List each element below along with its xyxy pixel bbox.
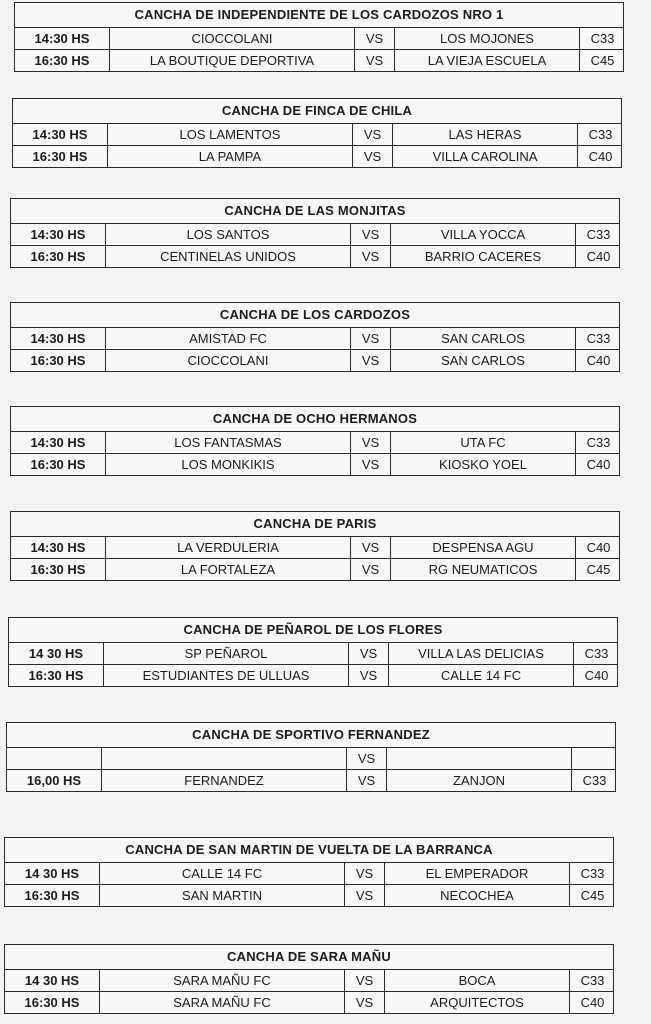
- venue-block: [10, 302, 620, 372]
- match-time: 16:30 HS: [11, 350, 106, 371]
- category: C40: [588, 149, 613, 164]
- away-team: LOS MOJONES: [395, 28, 580, 49]
- match-time: 14:30 HS: [11, 328, 106, 349]
- category: C40: [586, 353, 611, 368]
- vs-label: VS: [355, 50, 395, 71]
- category: C45: [586, 562, 611, 577]
- match-time: 16:30 HS: [11, 559, 106, 580]
- match-row: [5, 863, 613, 885]
- match-time: 14 30 HS: [9, 643, 104, 664]
- away-team: KIOSKO YOEL: [391, 454, 576, 475]
- home-team: SARA MAÑU FC: [100, 992, 345, 1013]
- home-team: LA PAMPA: [108, 146, 353, 167]
- venue-title: CANCHA DE LOS CARDOZOS: [11, 303, 619, 328]
- match-row: [11, 432, 619, 454]
- match-row: [11, 559, 619, 580]
- vs-label: VS: [351, 246, 391, 267]
- match-time: 14:30 HS: [11, 432, 106, 453]
- match-time: 14 30 HS: [5, 863, 100, 884]
- category: C33: [580, 973, 605, 988]
- venue-title: CANCHA DE FINCA DE CHILA: [13, 99, 621, 124]
- venue-title: CANCHA DE LAS MONJITAS: [11, 199, 619, 224]
- vs-label: VS: [347, 770, 387, 791]
- vs-label: VS: [351, 432, 391, 453]
- match-row: [7, 748, 615, 770]
- vs-label: VS: [345, 992, 385, 1013]
- vs-label: VS: [345, 970, 385, 991]
- away-team: LA VIEJA ESCUELA: [395, 50, 580, 71]
- home-team: LOS SANTOS: [106, 224, 351, 245]
- away-team: VILLA CAROLINA: [393, 146, 578, 167]
- vs-label: VS: [353, 124, 393, 145]
- match-time: 14:30 HS: [11, 537, 106, 558]
- match-time: [7, 748, 102, 769]
- match-time: 16:30 HS: [5, 885, 100, 906]
- venue-block: [4, 837, 614, 907]
- category: C45: [580, 888, 605, 903]
- venue-block: [4, 944, 614, 1014]
- home-team: SAN MARTIN: [100, 885, 345, 906]
- home-team: CENTINELAS UNIDOS: [106, 246, 351, 267]
- category: C40: [586, 249, 611, 264]
- away-team: SAN CARLOS: [391, 350, 576, 371]
- venue-title: CANCHA DE INDEPENDIENTE DE LOS CARDOZOS NRO 1: [15, 3, 623, 28]
- category: C33: [584, 646, 609, 661]
- vs-label: VS: [351, 328, 391, 349]
- category: C33: [586, 331, 611, 346]
- match-time: 16,00 HS: [7, 770, 102, 791]
- home-team: SARA MAÑU FC: [100, 970, 345, 991]
- match-row: [5, 885, 613, 906]
- home-team: SP PEÑAROL: [104, 643, 349, 664]
- venue-title: CANCHA DE PARIS: [11, 512, 619, 537]
- venue-title: CANCHA DE SARA MAÑU: [5, 945, 613, 970]
- home-team: CIOCCOLANI: [110, 28, 355, 49]
- vs-label: VS: [351, 559, 391, 580]
- vs-label: VS: [351, 537, 391, 558]
- match-row: [15, 50, 623, 71]
- match-row: [11, 537, 619, 559]
- match-row: [11, 350, 619, 371]
- match-time: 14 30 HS: [5, 970, 100, 991]
- match-time: 14:30 HS: [15, 28, 110, 49]
- home-team: ESTUDIANTES DE ULLUAS: [104, 665, 349, 686]
- vs-label: VS: [345, 885, 385, 906]
- match-time: 16:30 HS: [13, 146, 108, 167]
- away-team: NECOCHEA: [385, 885, 570, 906]
- category: C45: [590, 53, 615, 68]
- category: C33: [586, 227, 611, 242]
- category: C40: [586, 457, 611, 472]
- vs-label: VS: [355, 28, 395, 49]
- venue-block: [10, 198, 620, 268]
- match-row: [11, 328, 619, 350]
- venue-block: [6, 722, 616, 792]
- match-row: [11, 246, 619, 267]
- category: C33: [582, 773, 607, 788]
- home-team: [102, 748, 347, 769]
- category: C33: [590, 31, 615, 46]
- away-team: [387, 748, 572, 769]
- vs-label: VS: [345, 863, 385, 884]
- away-team: ZANJON: [387, 770, 572, 791]
- category: C33: [588, 127, 613, 142]
- match-row: [13, 124, 621, 146]
- away-team: VILLA YOCCA: [391, 224, 576, 245]
- home-team: LA VERDULERIA: [106, 537, 351, 558]
- away-team: RG NEUMATICOS: [391, 559, 576, 580]
- match-row: [13, 146, 621, 167]
- venue-block: [8, 617, 618, 687]
- category: C40: [584, 668, 609, 683]
- match-row: [5, 970, 613, 992]
- venue-block: [10, 511, 620, 581]
- away-team: CALLE 14 FC: [389, 665, 574, 686]
- home-team: CALLE 14 FC: [100, 863, 345, 884]
- category: C33: [586, 435, 611, 450]
- category: C40: [580, 995, 605, 1010]
- match-row: [5, 992, 613, 1013]
- home-team: FERNANDEZ: [102, 770, 347, 791]
- venue-block: [10, 406, 620, 476]
- away-team: BARRIO CACERES: [391, 246, 576, 267]
- category: C40: [586, 540, 611, 555]
- category: C33: [580, 866, 605, 881]
- category: [572, 748, 617, 769]
- match-row: [11, 454, 619, 475]
- match-time: 16:30 HS: [5, 992, 100, 1013]
- away-team: SAN CARLOS: [391, 328, 576, 349]
- venue-title: CANCHA DE SAN MARTIN DE VUELTA DE LA BARRANCA: [5, 838, 613, 863]
- home-team: LOS FANTASMAS: [106, 432, 351, 453]
- vs-label: VS: [347, 748, 387, 769]
- away-team: EL EMPERADOR: [385, 863, 570, 884]
- vs-label: VS: [351, 454, 391, 475]
- venue-block: [14, 2, 624, 72]
- match-time: 16:30 HS: [9, 665, 104, 686]
- home-team: LOS MONKIKIS: [106, 454, 351, 475]
- venue-title: CANCHA DE SPORTIVO FERNANDEZ: [7, 723, 615, 748]
- away-team: DESPENSA AGU: [391, 537, 576, 558]
- vs-label: VS: [351, 224, 391, 245]
- away-team: VILLA LAS DELICIAS: [389, 643, 574, 664]
- vs-label: VS: [353, 146, 393, 167]
- home-team: AMISTAD FC: [106, 328, 351, 349]
- match-time: 16:30 HS: [11, 246, 106, 267]
- home-team: CIOCCOLANI: [106, 350, 351, 371]
- away-team: UTA FC: [391, 432, 576, 453]
- match-row: [7, 770, 615, 791]
- venue-block: [12, 98, 622, 168]
- match-row: [15, 28, 623, 50]
- vs-label: VS: [349, 665, 389, 686]
- match-time: 16:30 HS: [11, 454, 106, 475]
- home-team: LA FORTALEZA: [106, 559, 351, 580]
- vs-label: VS: [349, 643, 389, 664]
- match-time: 16:30 HS: [15, 50, 110, 71]
- match-row: [9, 643, 617, 665]
- home-team: LOS LAMENTOS: [108, 124, 353, 145]
- away-team: BOCA: [385, 970, 570, 991]
- away-team: LAS HERAS: [393, 124, 578, 145]
- venue-title: CANCHA DE PEÑAROL DE LOS FLORES: [9, 618, 617, 643]
- venue-title: CANCHA DE OCHO HERMANOS: [11, 407, 619, 432]
- match-row: [11, 224, 619, 246]
- match-time: 14:30 HS: [11, 224, 106, 245]
- away-team: ARQUITECTOS: [385, 992, 570, 1013]
- vs-label: VS: [351, 350, 391, 371]
- match-time: 14:30 HS: [13, 124, 108, 145]
- match-row: [9, 665, 617, 686]
- home-team: LA BOUTIQUE DEPORTIVA: [110, 50, 355, 71]
